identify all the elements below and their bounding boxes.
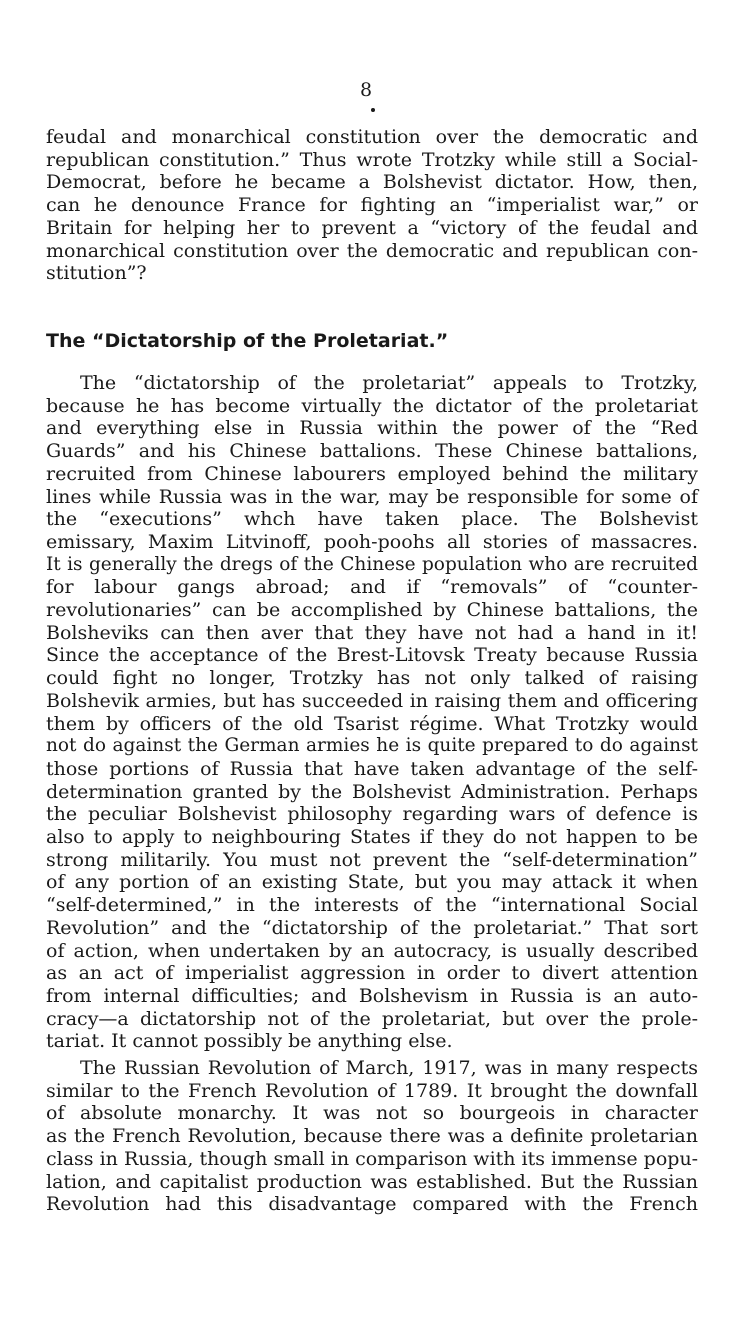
text-line: them by officers of the old Tsarist régime. What Trotzky would — [46, 712, 698, 735]
text-line: Revolution had this disadvantage compared with the French — [46, 1193, 698, 1216]
text-line: Bolsheviks can then aver that they have not had a hand in it! — [46, 621, 698, 644]
text-line: Revolution” and the “dictatorship of the proletariat.” That sort — [46, 916, 698, 939]
text-line: Guards” and his Chinese battalions. These Chinese battalions, — [46, 440, 698, 463]
text-line: recruited from Chinese labourers employed behind the military — [46, 462, 698, 485]
text-line: of absolute monarchy. It was not so bourgeois in character — [46, 1102, 698, 1125]
text-line: emissary, Maxim Litvinoff, pooh-poohs all stories of massacres. — [46, 530, 698, 553]
text-line: republican constitution.” Thus wrote Trotzky while still a Social- — [46, 148, 698, 171]
text-line: the “executions” whch have taken place. The Bolshevist — [46, 508, 698, 531]
text-line: The “dictatorship of the proletariat” appeals to Trotzky, — [80, 372, 698, 394]
text-line: Bolshevik armies, but has succeeded in raising them and officering — [46, 689, 698, 712]
text-line: determination granted by the Bolshevist Administration. Perhaps — [46, 780, 698, 803]
text-line: for labour gangs abroad; and if “removals” of “counter- — [46, 576, 698, 599]
text-line: also to apply to neighbouring States if they do not happen to be — [46, 826, 698, 849]
paragraph-trotzky-quote — [46, 126, 698, 285]
section-heading: The “Dictatorship of the Proletariat.” — [46, 330, 449, 352]
text-line: revolutionaries” can be accomplished by Chinese battalions, the — [46, 599, 698, 622]
paragraph-russian-revolution — [46, 1057, 698, 1216]
text-line: as the French Revolution, because there was a definite proletarian — [46, 1125, 698, 1148]
text-line: tariat. It cannot possibly be anything else. — [46, 1030, 453, 1053]
text-line: could fight no longer, Trotzky has not only talked of raising — [46, 667, 698, 690]
text-line: feudal and monarchical constitution over the democratic and — [46, 126, 698, 148]
ink-dot — [371, 108, 375, 112]
text-line: of any portion of an existing State, but you may attack it when — [46, 871, 698, 894]
text-line: the peculiar Bolshevist philosophy regarding wars of defence is — [46, 803, 698, 826]
text-line: stitution”? — [46, 262, 147, 285]
text-line: The Russian Revolution of March, 1917, was in many respects — [80, 1057, 698, 1079]
page-number: 8 — [360, 79, 373, 101]
text-line: not do against the German armies he is quite prepared to do against — [46, 735, 698, 757]
text-line: of action, when undertaken by an autocracy, is usually described — [46, 939, 698, 962]
text-line: from internal difficulties; and Bolshevism in Russia is an auto- — [46, 984, 698, 1007]
text-line: those portions of Russia that have taken advantage of the self- — [46, 757, 698, 780]
text-line: lation, and capitalist production was established. But the Russian — [46, 1170, 698, 1193]
text-line: and everything else in Russia within the power of the “Red — [46, 417, 698, 440]
text-line: monarchical constitution over the democratic and republican con- — [46, 239, 698, 262]
text-line: strong militarily. You must not prevent the “self-determination” — [46, 848, 698, 871]
text-line: Democrat, before he became a Bolshevist dictator. How, then, — [46, 171, 698, 194]
paragraph-dictatorship — [46, 372, 698, 1053]
text-line: because he has become virtually the dictator of the proletariat — [46, 394, 698, 417]
text-line: Since the acceptance of the Brest-Litovsk Treaty because Russia — [46, 644, 698, 667]
text-line: cracy—a dictatorship not of the proletariat, but over the prole- — [46, 1007, 698, 1030]
text-line: lines while Russia was in the war, may be responsible for some of — [46, 485, 698, 508]
text-line: class in Russia, though small in comparison with its immense popu- — [46, 1147, 699, 1170]
text-line: Britain for helping her to prevent a “victory of the feudal and — [46, 216, 698, 239]
text-line: similar to the French Revolution of 1789. It brought the downfall — [46, 1079, 698, 1102]
text-line: as an act of imperialist aggression in order to divert attention — [46, 962, 698, 985]
text-line: can he denounce France for fighting an “imperialist war,” or — [46, 194, 698, 217]
text-line: “self-determined,” in the interests of the “international Social — [46, 894, 698, 917]
text-line: It is generally the dregs of the Chinese population who are recruited — [46, 553, 698, 575]
